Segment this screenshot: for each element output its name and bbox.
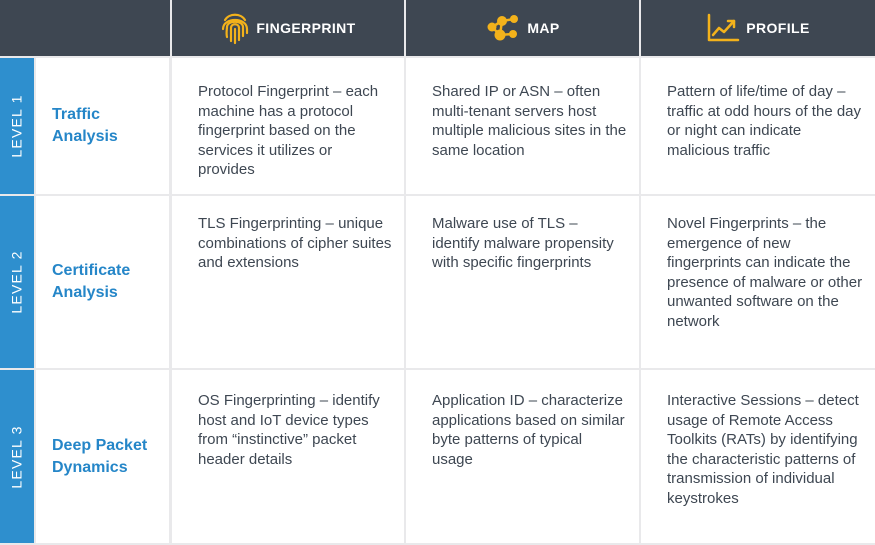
header-fingerprint-label <box>172 0 404 56</box>
row-title-line: Analysis <box>52 128 118 145</box>
level-3-tab <box>0 370 34 543</box>
header-profile-label <box>641 0 875 56</box>
cell-map-level-2: Malware use of TLS – identify malware propensity with specific fingerprints <box>406 196 639 368</box>
cell-fingerprint-level-1: Protocol Fingerprint – each machine has a protocol fingerprint based on the services it utilizes or provides <box>172 58 404 194</box>
header-corner <box>0 0 170 56</box>
cell-map-level-3: Application ID – characterize applications based on similar byte patterns of typical usage <box>406 370 639 543</box>
header-profile-text: PROFILE <box>746 20 810 36</box>
row-title-line: Analysis <box>52 284 118 301</box>
header-map-text: MAP <box>527 20 560 36</box>
row-title-traffic-analysis <box>36 58 169 194</box>
row-title-line: Certificate <box>52 262 131 279</box>
level-2-label: LEVEL 2 <box>9 250 25 314</box>
level-1-tab <box>0 58 34 194</box>
header-map-label <box>406 0 639 56</box>
row-title-deep-packet-dynamics <box>36 370 169 543</box>
row-title-line: Deep Packet <box>52 436 148 454</box>
cell-profile-level-3: Interactive Sessions – detect usage of Remote Access Toolkits (RATs) by identifying the characteristic patterns of transmission of individual keystrokes <box>641 370 875 543</box>
header-fingerprint-text: FINGERPRINT <box>256 20 356 36</box>
fingerprint-icon <box>220 11 250 45</box>
cell-profile-level-2: Novel Fingerprints – the emergence of new fingerprints can indicate the presence of malware or other unwanted software on the network <box>641 196 875 368</box>
cell-profile-level-1: Pattern of life/time of day – traffic at odd hours of the day or night can indicate malicious traffic <box>641 58 875 194</box>
trend-chart-icon <box>706 13 740 43</box>
level-2-tab <box>0 196 34 368</box>
network-map-icon <box>485 13 521 43</box>
level-1-label: LEVEL 1 <box>9 94 25 158</box>
cell-fingerprint-level-2: TLS Fingerprinting – unique combinations of cipher suites and extensions <box>172 196 404 368</box>
row-title-line: Dynamics <box>52 458 128 476</box>
cell-map-level-1: Shared IP or ASN – often multi-tenant servers host multiple malicious sites in the same location <box>406 58 639 194</box>
level-3-label: LEVEL 3 <box>9 424 25 489</box>
row-title-certificate-analysis <box>36 196 169 368</box>
cell-fingerprint-level-3: OS Fingerprinting – identify host and IoT device types from “instinctive” packet header details <box>172 370 404 543</box>
row-title-line: Traffic <box>52 106 101 123</box>
